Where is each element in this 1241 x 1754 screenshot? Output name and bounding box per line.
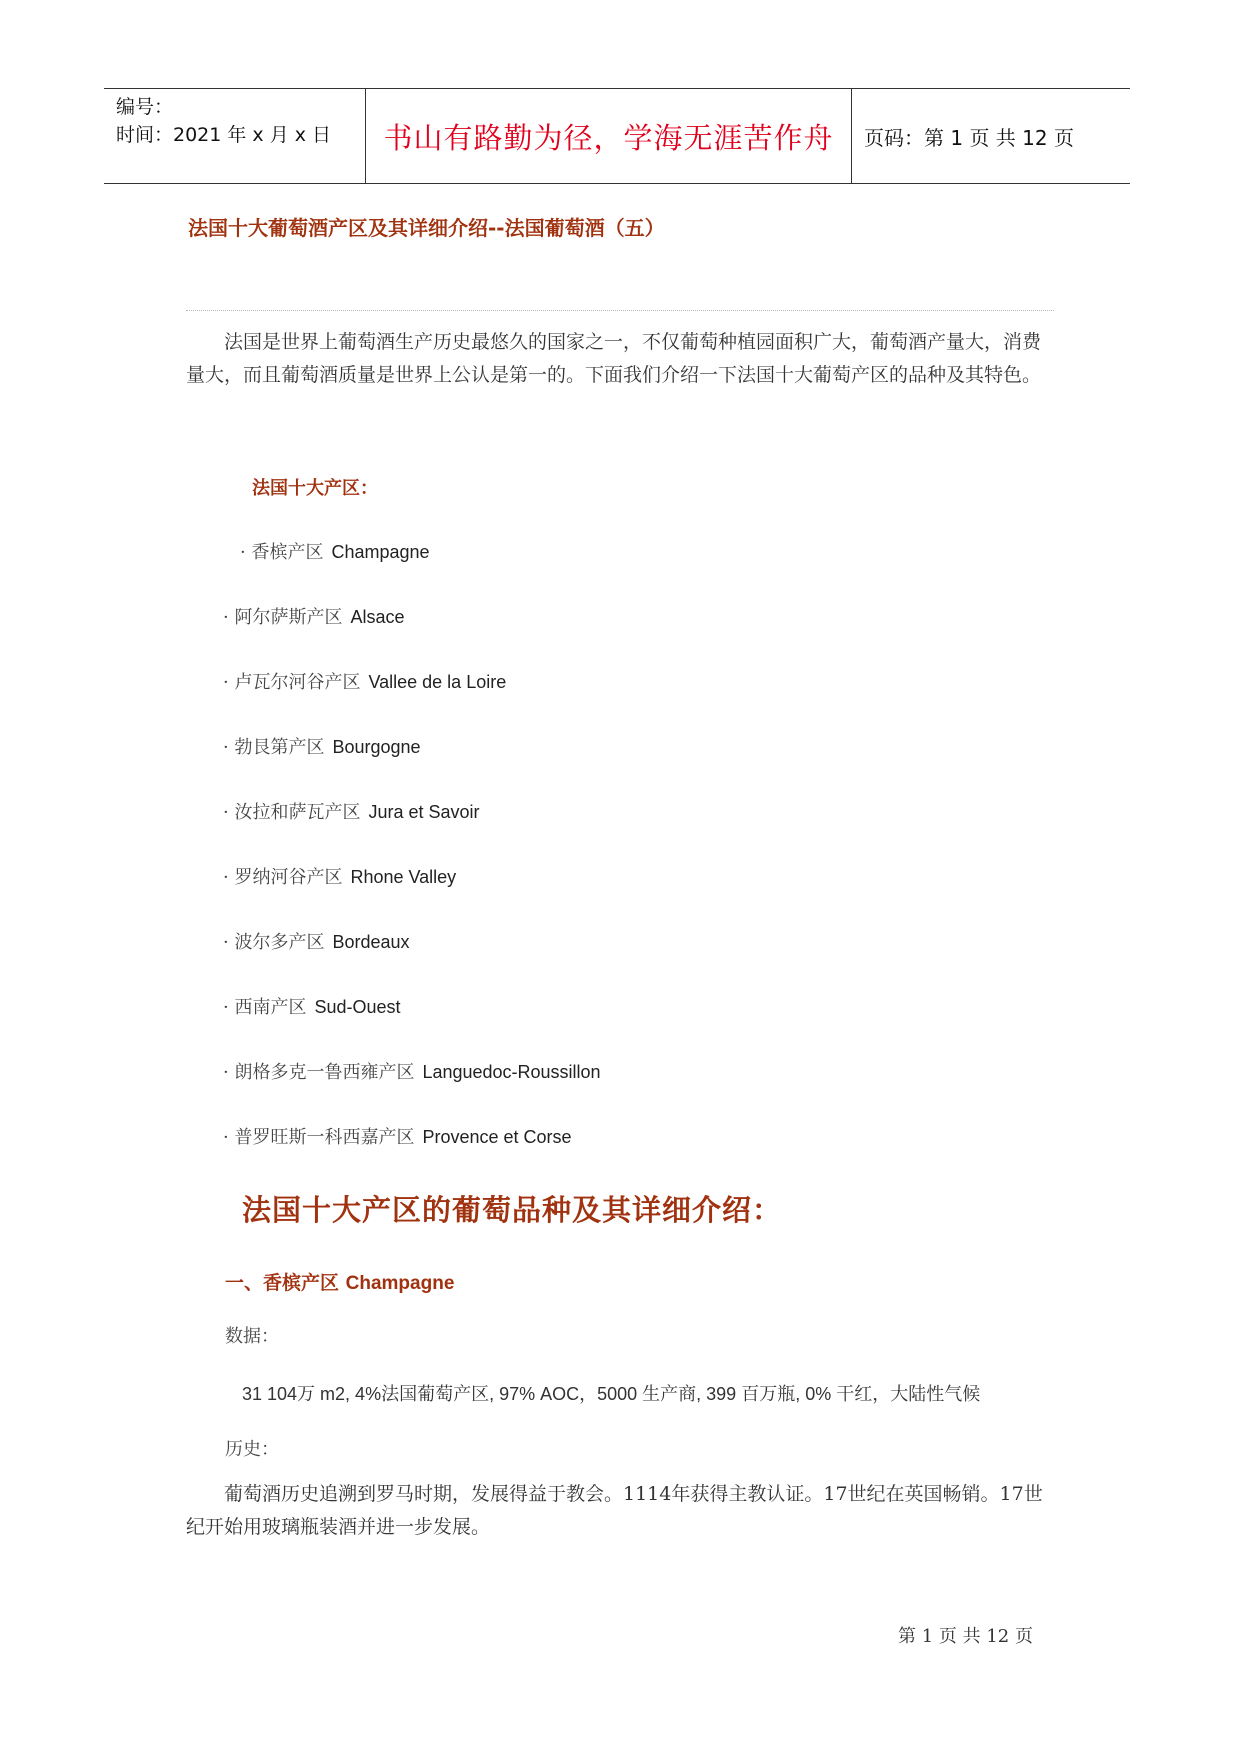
history-paragraph: 葡萄酒历史追溯到罗马时期，发展得益于教会。1114年获得主教认证。17世纪在英国畅销。17世纪开始用玻璃瓶装酒并进一步发展。 — [186, 1483, 1043, 1538]
dotted-divider — [186, 310, 1054, 311]
big-heading: 法国十大产区的葡萄品种及其详细介绍： — [242, 1193, 783, 1227]
region-item — [223, 1058, 601, 1084]
region-name-cn: · 卢瓦尔河谷产区 — [223, 672, 361, 693]
region-name-cn: · 普罗旺斯一科西嘉产区 — [223, 1127, 415, 1148]
page-footer: 第 1 页 共 12 页 — [898, 1626, 1033, 1647]
region-name-latin: Sud-Ouest — [314, 997, 401, 1017]
section1-title — [225, 1268, 454, 1295]
region-item — [223, 863, 456, 889]
region-name-cn: · 波尔多产区 — [223, 932, 325, 953]
region-name-latin: Jura et Savoir — [368, 802, 480, 822]
region-name-latin: Alsace — [350, 607, 405, 627]
data-line: 31 104万 m2, 4%法国葡萄产区, 97% AOC，5000 生产商, 399 百万瓶, 0% 干红，大陆性气候 — [242, 1384, 981, 1404]
region-item — [223, 798, 480, 824]
region-name-latin: Bordeaux — [332, 932, 410, 952]
time-label: 时间：2021 年 x 月 x 日 — [116, 124, 332, 146]
document-header-table — [104, 88, 1130, 184]
header-meta-cell — [104, 89, 366, 183]
region-item — [223, 733, 421, 759]
region-item — [223, 993, 401, 1019]
region-item — [223, 1123, 572, 1149]
region-name-cn: · 朗格多克一鲁西雍产区 — [223, 1062, 415, 1083]
data-label: 数据： — [225, 1326, 279, 1347]
region-item — [240, 538, 430, 564]
region-name-cn: · 汝拉和萨瓦产区 — [223, 802, 361, 823]
number-label: 编号： — [116, 96, 174, 118]
region-name-latin: Vallee de la Loire — [368, 672, 507, 692]
region-item — [223, 668, 506, 694]
header-page-info: 页码：第 1 页 共 12 页 — [864, 125, 1074, 150]
history-label: 历史： — [225, 1439, 279, 1460]
region-name-latin: Provence et Corse — [422, 1127, 572, 1147]
region-name-latin: Bourgogne — [332, 737, 421, 757]
region-name-cn: · 罗纳河谷产区 — [223, 867, 343, 888]
header-motto: 书山有路勤为径，学海无涯苦作舟 — [366, 89, 852, 183]
region-name-cn: · 勃艮第产区 — [223, 737, 325, 758]
region-name-latin: Rhone Valley — [350, 867, 457, 887]
document-title: 法国十大葡萄酒产区及其详细介绍--法国葡萄酒（五） — [188, 216, 665, 240]
section1-title-latin: Champagne — [345, 1273, 455, 1294]
region-name-latin: Champagne — [331, 542, 430, 562]
section1-title-cn: 一、香槟产区 — [225, 1272, 340, 1294]
intro-paragraph: 法国是世界上葡萄酒生产历史最悠久的国家之一，不仅葡萄种植园面积广大，葡萄酒产量大，消费量大，而且葡萄酒质量是世界上公认是第一的。下面我们介绍一下法国十大葡萄产区的品种及其特色。 — [186, 331, 1042, 386]
region-name-latin: Languedoc-Roussillon — [422, 1062, 601, 1082]
regions-heading: 法国十大产区： — [252, 478, 378, 499]
region-name-cn: · 香槟产区 — [240, 542, 324, 563]
region-name-cn: · 阿尔萨斯产区 — [223, 607, 343, 628]
region-item — [223, 603, 404, 629]
region-item — [223, 928, 410, 954]
region-name-cn: · 西南产区 — [223, 997, 307, 1018]
